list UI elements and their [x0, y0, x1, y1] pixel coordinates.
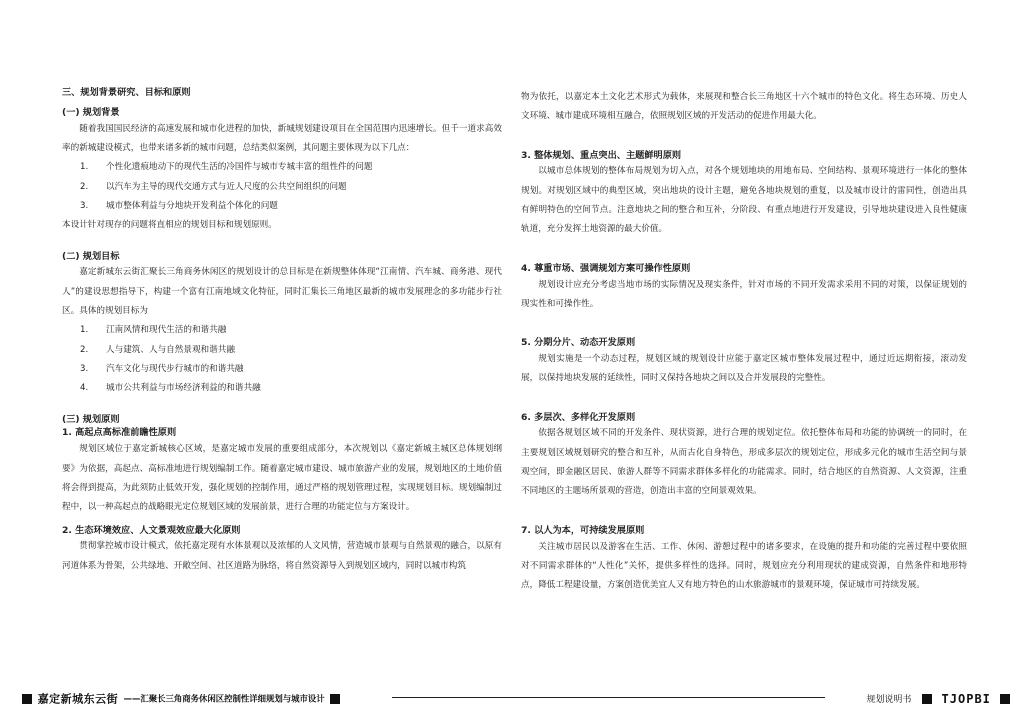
list-item: 2. 人与建筑、人与自然景观和谐共融: [80, 344, 235, 355]
background-list: [62, 158, 502, 216]
background-outro: 本设计针对现存的问题将直相应的规划目标和规划原则。: [62, 220, 277, 231]
principle-6-text: 依据各规划区域不同的开发条件、现状资源，进行合理的规划定位。依托整体布局和功能的协调统一的同时，在主要规划区域规划研究的整合和互补，从而古化自身特色，形成多层次的规划定位，形成多元化的城市生活空间与景观空间，即金融区居民、旅游人群等不同需求群体多样化的功能需求。同时，结合地区的自然资源、人文资源，注重不同地区的主题场所景观的营造，创造出丰富的空间景观效果。: [521, 428, 967, 497]
subsection-goals-title: (二) 规划目标: [62, 250, 120, 262]
subsection-background-title: (一) 规划背景: [62, 106, 120, 118]
footer-subtitle: ——汇聚长三角商务休闲区控制性详细规划与城市设计: [123, 693, 325, 704]
list-item: 2. 以汽车为主导的现代交通方式与近人尺度的公共空间组织的问题: [80, 181, 347, 192]
list-item: 3. 汽车文化与现代步行城市的和谐共融: [80, 364, 244, 374]
principle-6-title: 6. 多层次、多样化开发原则: [521, 411, 636, 423]
section-title: 三、规划背景研究、目标和原则: [62, 87, 191, 98]
principle-1-text: 规划区域位于嘉定新城核心区域，是嘉定城市发展的重要组成部分，本次规划以《嘉定新城主城区总体规划纲要》为依据，高起点、高标准地进行规划编制工作。随着嘉定城市建设、城市旅游产业的发展，规划地区的土地价值将会得到提高，为此须防止低效开发，强化规划的控制作用，通过严格的规划管理过程，实现规划目标。规划编制过程中，以一种高起点的战略眼光定位规划区域的发展前景，进行合理的功能定位与方案设计。: [62, 444, 502, 513]
square-bullet-icon: [1000, 694, 1010, 704]
square-bullet-icon: [922, 694, 932, 704]
subsection-principles-title: (三) 规划原则: [62, 413, 120, 425]
principle-4-title: 4. 尊重市场、强调规划方案可操作性原则: [521, 262, 691, 274]
goals-intro: 嘉定新城东云街汇聚长三角商务休闲区的规划设计的总目标是在新规整体体现“江南情、汽车城、商务港、现代人”的建设思想指导下，构建一个富有江南地域文化特征，同时汇集长三角地区最新的城市发展理念的多功能步行社区。具体的规划目标为: [62, 267, 502, 317]
square-bullet-icon: [330, 694, 340, 704]
principle-5-text: 规划实施是一个动态过程，规划区域的规划设计应能于嘉定区城市整体发展过程中，通过近远期衔接，滚动发展，以保持地块发展的延续性，同时又保持各地块之间以及合并发展段的完整性。: [521, 354, 967, 384]
left-column: [62, 86, 502, 576]
principle-2-continued: 物为依托，以嘉定本土文化艺术形式为载体，来展现和整合长三角地区十六个城市的特色文化。将生态环境、历史人文环境、城市建成环境相互融合，依照规划区域的开发活动的促进作用最大化。: [521, 92, 967, 122]
goals-list: [62, 321, 502, 398]
principle-2-title: 2. 生态环境效应、人文景观效应最大化原则: [62, 524, 241, 536]
list-item: 4. 城市公共利益与市场经济利益的和谐共融: [80, 383, 261, 394]
principle-3-text: 以城市总体规划的整体布局规划为切入点，对各个规划地块的用地布局、空间结构、景观环境进行一体化的整体规划。对规划区域中的典型区域，突出地块的设计主题，避免各地块规划的重复，以及城市设计的雷同性，创造出具有鲜明特色的空间节点。注意地块之间的整合和互补，分阶段、有重点地进行开发建设，引导地块建设进入良性健康轨道，充分发挥土地资源的最大价值。: [521, 166, 967, 235]
square-bullet-icon: [22, 694, 32, 704]
list-item: 1. 江南风情和现代生活的和谐共融: [80, 325, 227, 336]
principle-5-title: 5. 分期分片、动态开发原则: [521, 337, 636, 349]
footer-project-title: [22, 688, 340, 707]
background-intro: 随着我国国民经济的高速发展和城市化进程的加快，新城规划建设项目在全国范围内迅速增长。但千一道求高效率的新城建设模式，也带来诸多新的城市问题，总结类似案例，其问题主要体现为以下几点：: [62, 123, 502, 153]
principle-4-text: 规划设计应充分考虑当地市场的实际情况及现实条件，针对市场的不同开发需求采用不同的对策，以保证规划的现实性和可操作性。: [521, 279, 967, 309]
footer-doctype: 规划说明书: [866, 695, 912, 705]
principle-2-text: 贯彻掌控城市设计模式，依托嘉定现有水体景观以及浓郁的人文风情，营造城市景观与自然景观的融合，以原有河道体系为骨架，公共绿地、开敞空间、社区道路为脉络，将自然资源导入到规划区域内，同时以城市构筑: [62, 541, 502, 571]
principle-7-text: 关注城市居民以及游客在生活、工作、休闲、游憩过程中的诸多要求，在设施的提升和功能的完善过程中要依照对不同需求群体的“人性化”关怀，提供多样性的选择。同时，规划应充分利用现状的建成资源，自然条件和地形特点，降低工程建设量，方案创造优美宜人又有地方特色的山水旅游城市的景观环境，保证城市可持续发展。: [521, 541, 967, 591]
footer-right-block: [866, 688, 1010, 707]
footer-logo: TJOPBI: [941, 691, 991, 706]
list-item: 3. 城市整体利益与分地块开发利益个体化的问题: [80, 200, 278, 211]
right-column: [521, 88, 967, 596]
list-item: 1. 个性化遗痕地动下的现代生活的冷国件与城市专城丰富的组性件的问题: [80, 162, 373, 173]
principle-3-title: 3. 整体规划、重点突出、主题鲜明原则: [521, 149, 682, 161]
page-footer: [22, 688, 1010, 706]
footer-divider: [392, 697, 825, 698]
footer-brand: 嘉定新城东云街: [37, 692, 119, 706]
principle-7-title: 7. 以人为本，可持续发展原则: [521, 524, 645, 536]
principle-1-title: 1. 高起点高标准前瞻性原则: [62, 427, 177, 439]
